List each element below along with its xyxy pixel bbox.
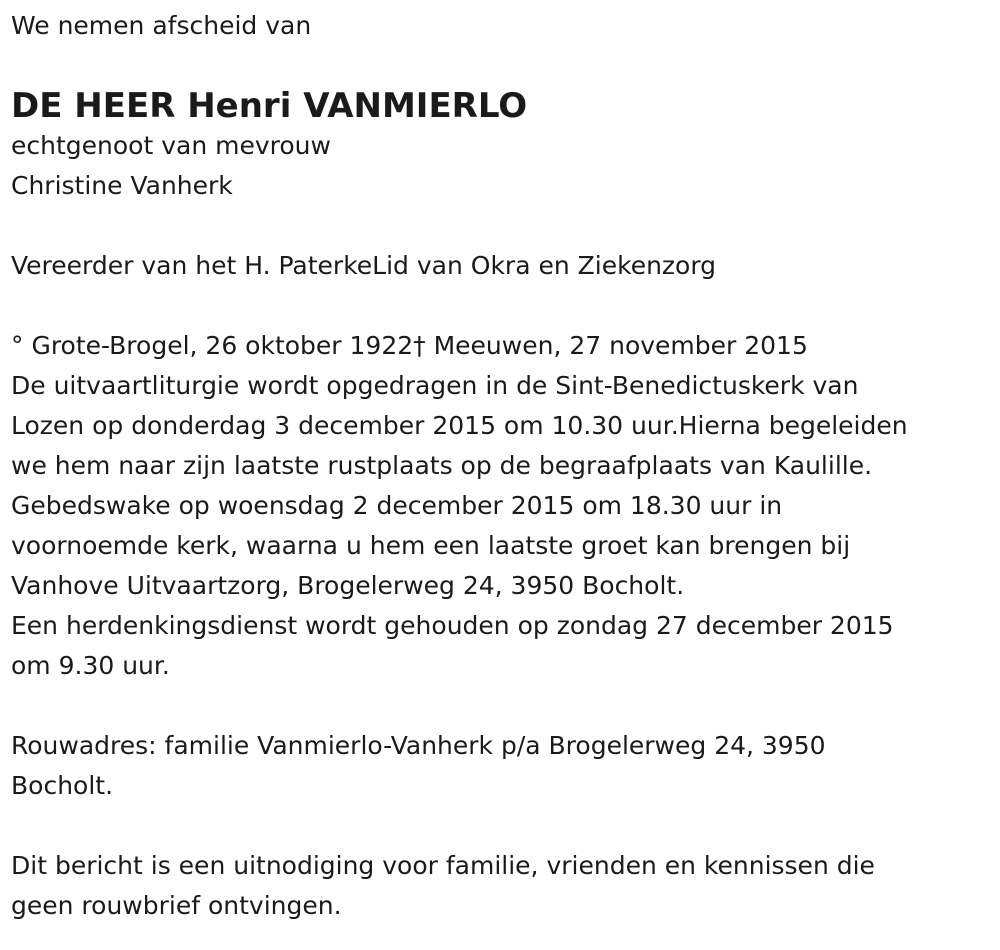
obituary-notice xyxy=(11,0,981,926)
closing-note-line: Dit bericht is een uitnodiging voor familie, vrienden en kennissen die xyxy=(11,851,875,880)
deceased-name: DE HEER Henri VANMIERLO xyxy=(11,86,528,126)
vigil-detail-line: voornoemde kerk, waarna u hem een laatste groet kan brengen bij xyxy=(11,531,851,560)
spacer xyxy=(11,46,981,86)
affiliations-text: Vereerder van het H. PaterkeLid van Okra en Ziekenzorg xyxy=(11,251,717,280)
funeral-detail-line: De uitvaartliturgie wordt opgedragen in de Sint-Benedictuskerk van xyxy=(11,371,859,400)
memorial-detail-line: Een herdenkingsdienst wordt gehouden op zondag 27 december 2015 xyxy=(11,611,894,640)
vigil-detail-line: Gebedswake op woensdag 2 december 2015 om 18.30 uur in xyxy=(11,491,783,520)
closing-note-line: geen rouwbrief ontvingen. xyxy=(11,891,342,920)
spouse-name: Christine Vanherk xyxy=(11,171,233,200)
funeral-detail-line: we hem naar zijn laatste rustplaats op de begraafplaats van Kaulille. xyxy=(11,451,873,480)
spacer xyxy=(11,806,981,846)
spacer xyxy=(11,206,981,246)
spouse-line: echtgenoot van mevrouw xyxy=(11,131,331,160)
mourning-address-line: Rouwadres: familie Vanmierlo-Vanherk p/a Brogelerweg 24, 3950 xyxy=(11,731,826,760)
memorial-detail-line: om 9.30 uur. xyxy=(11,651,170,680)
intro-text: We nemen afscheid van xyxy=(11,11,312,40)
spacer xyxy=(11,286,981,326)
mourning-address-line: Bocholt. xyxy=(11,771,114,800)
spacer xyxy=(11,686,981,726)
funeral-detail-line: Lozen op donderdag 3 december 2015 om 10.30 uur.Hierna begeleiden xyxy=(11,411,908,440)
birth-death-line: ° Grote-Brogel, 26 oktober 1922† Meeuwen, 27 november 2015 xyxy=(11,331,808,360)
vigil-detail-line: Vanhove Uitvaartzorg, Brogelerweg 24, 3950 Bocholt. xyxy=(11,571,685,600)
